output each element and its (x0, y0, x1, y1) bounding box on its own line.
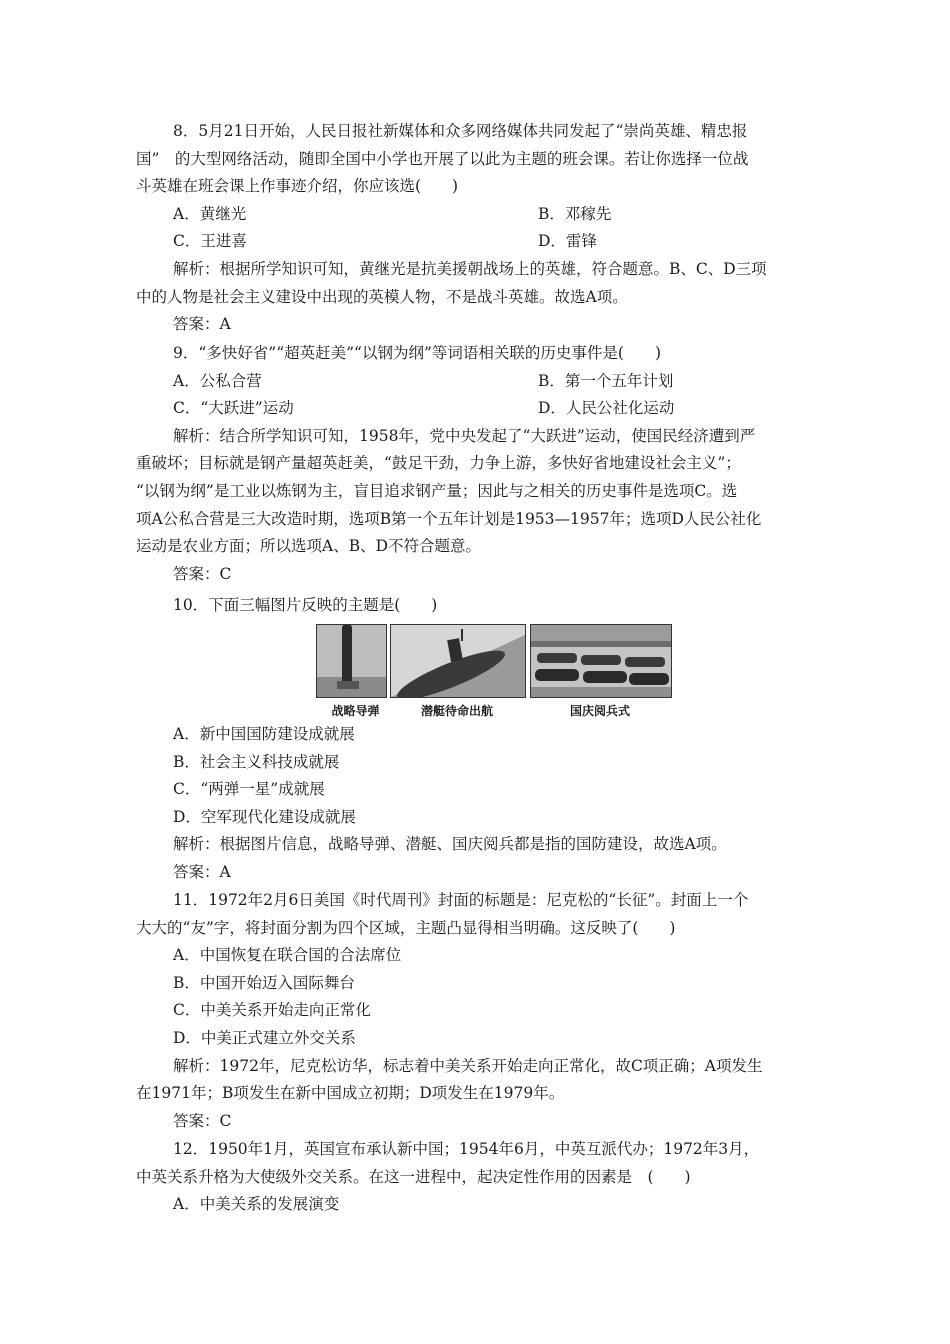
answer-text: 答案：A (173, 862, 231, 881)
analysis-text: 中的人物是社会主义建设中出现的英模人物，不是战斗英雄。故选A项。 (136, 287, 628, 306)
option-c: C．王进喜 (173, 232, 247, 251)
option-b: B．第一个五年计划 (538, 371, 674, 390)
analysis-text: 在1971年；B项发生在新中国成立初期；D项发生在1979年。 (136, 1084, 565, 1103)
question-stem: 11．1972年2月6日美国《时代周刊》封面的标题是：尼克松的“长征”。封面上一个 (173, 891, 749, 909)
answer-text: 答案：C (173, 564, 232, 583)
question-12 (136, 1136, 816, 1219)
photo-caption: 潜艇待命出航 (420, 704, 493, 718)
analysis-text: 解析：根据图片信息，战略导弹、潜艇、国庆阅兵都是指的国防建设，故选A项。 (173, 835, 727, 854)
option-c: C．中美关系开始走向正常化 (173, 1001, 371, 1020)
analysis-text: 项A公私合营是三大改造时期，选项B第一个五年计划是1953—1957年；选项D人民公社化 (136, 509, 762, 528)
question-stem: 国” 的大型网络活动，随即全国中小学也开展了以此为主题的班会课。若让你选择一位战 (136, 149, 749, 168)
option-a: A．中国恢复在联合国的合法席位 (173, 946, 402, 965)
option-b: B．邓稼先 (538, 204, 612, 223)
analysis-text: 解析：根据所学知识可知，黄继光是抗美援朝战场上的英雄，符合题意。B、C、D三项 (173, 259, 767, 278)
option-c: C．“两弹一星”成就展 (173, 780, 325, 799)
question-stem: 12．1950年1月，英国宣布承认新中国；1954年6月，中英互派代办；1972年3月， (173, 1140, 760, 1158)
option-d: D．雷锋 (538, 232, 597, 251)
parade-photo (530, 624, 672, 698)
question-9 (136, 340, 816, 588)
answer-text: 答案：C (173, 1111, 232, 1130)
analysis-text: 解析：结合所学知识可知，1958年，党中央发起了“大跃进”运动，使国民经济遭到严 (173, 426, 756, 445)
option-a: A．公私合营 (173, 371, 262, 390)
analysis-text: “以钢为纲”是工业以炼钢为主，盲目追求钢产量；因此与之相关的历史事件是选项C。选 (136, 481, 738, 500)
photo-caption: 国庆阅兵式 (569, 704, 630, 718)
option-a: A．黄继光 (173, 204, 247, 223)
question-stem: 中英关系升格为大使级外交关系。在这一进程中，起决定性作用的因素是 ( ) (136, 1167, 691, 1186)
question-10-body (136, 721, 816, 887)
option-b: B．社会主义科技成就展 (173, 752, 340, 771)
question-stem: 9．“多快好省”“超英赶美”“以钢为纲”等词语相关联的历史事件是( ) (173, 344, 662, 362)
question-8 (136, 118, 816, 339)
analysis-text: 解析：1972年，尼克松访华，标志着中美关系开始走向正常化，故C项正确；A项发生 (173, 1056, 763, 1075)
photo-caption: 战略导弹 (331, 704, 380, 718)
question-11 (136, 887, 816, 1135)
option-b: B．中国开始迈入国际舞台 (173, 973, 355, 992)
answer-text: 答案：A (173, 315, 231, 334)
question-stem: 斗英雄在班会课上作事迹介绍，你应该选( ) (136, 177, 459, 196)
option-c: C．“大跃进”运动 (173, 399, 294, 418)
question-stem: 10．下面三幅图片反映的主题是( ) (173, 596, 438, 614)
option-d: D．中美正式建立外交关系 (173, 1028, 356, 1047)
question-stem: 大大的“友”字，将封面分割为四个区域，主题凸显得相当明确。这反映了( ) (136, 918, 676, 937)
analysis-text: 重破坏；目标就是钢产量超英赶美，“鼓足干劲，力争上游，多快好省地建设社会主义”； (136, 454, 741, 473)
missile-photo (316, 624, 387, 698)
question-10-stem (136, 592, 816, 620)
option-a: A．新中国国防建设成就展 (173, 725, 355, 743)
option-d: D．空军现代化建设成就展 (173, 807, 356, 826)
submarine-photo (390, 624, 526, 698)
option-d: D．人民公社化运动 (538, 399, 675, 418)
photo-figure (316, 624, 676, 720)
question-stem: 8．5月21日开始，人民日报社新媒体和众多网络媒体共同发起了“崇尚英雄、精忠报 (173, 122, 748, 140)
analysis-text: 运动是农业方面；所以选项A、B、D不符合题意。 (136, 537, 482, 556)
option-a: A．中美关系的发展演变 (173, 1195, 340, 1214)
